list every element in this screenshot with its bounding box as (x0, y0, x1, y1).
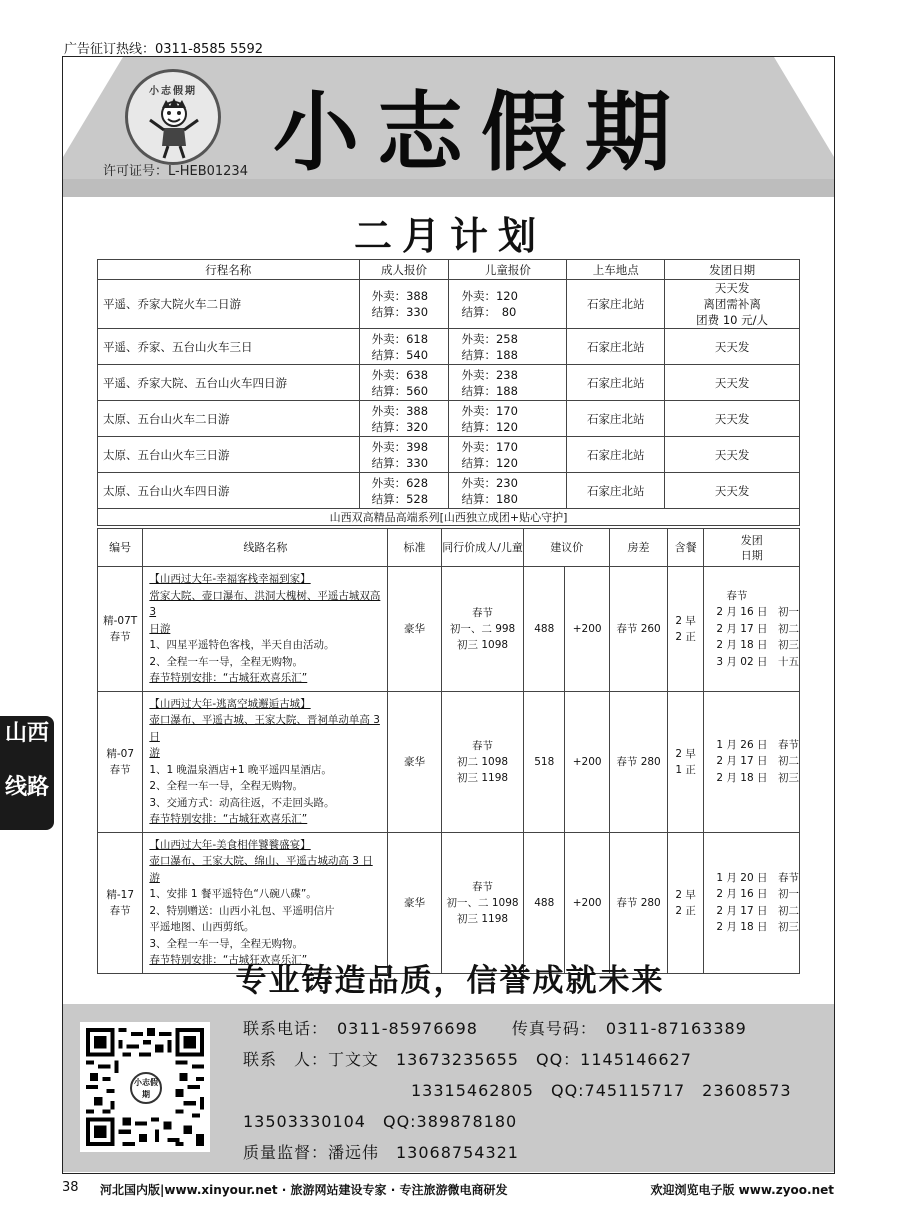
route-line: 3、全程一车一导，全程无购物。 (149, 937, 304, 950)
date-line: 2 月 16 日 初一 (716, 606, 799, 618)
child-price (449, 329, 567, 365)
price-line: 初三 1098 (457, 638, 509, 651)
table-row (98, 437, 800, 473)
contact-phone-2: 13315462805 QQ:745115717 23608573 (411, 1081, 792, 1100)
qr-logo: 小志假期 (130, 1072, 162, 1104)
meal-line: 2 早 (675, 747, 696, 760)
price-line: 初三 1198 (457, 912, 509, 925)
route-line: 1、安排 1 餐平遥特色“八碗八碟”。 (149, 888, 317, 900)
header-standard: 标准 (388, 529, 441, 567)
date-line: 2 月 18 日 初三 (716, 771, 799, 784)
header-departure: 发团日期 (665, 260, 800, 280)
date-line: 2 月 17 日 初二 (716, 904, 799, 917)
adult-settle: 结算：528 (371, 491, 429, 506)
child-settle: 结算：120 (461, 455, 518, 470)
adult-settle: 结算：540 (371, 347, 429, 362)
route-special: 春节特别安排：“古城狂欢喜乐汇” (149, 954, 308, 966)
code-line: 春节 (109, 904, 131, 917)
route-title: 【山西过大年-逃离空城邂逅古城】 (149, 697, 311, 710)
route-special: 春节特别安排：“古城狂欢喜乐汇” (149, 813, 308, 825)
header-trade-price: 同行价成人/儿童 (441, 529, 524, 567)
adult-price (359, 401, 449, 437)
date-line: 2 月 17 日 初二 (716, 622, 799, 635)
child-price (449, 280, 567, 329)
route-line: 2、全程一车一导，全程无购物。 (149, 655, 304, 668)
trade-price (441, 567, 524, 692)
header-room: 房差 (610, 529, 668, 567)
header-departure (704, 529, 800, 567)
code-line: 精-07 (106, 747, 134, 760)
adult-retail: 外卖：638 (371, 367, 429, 382)
child-settle: 结算：180 (461, 491, 518, 506)
boarding-place: 石家庄北站 (567, 365, 665, 401)
route-title: 【山西过大年-幸福客栈幸福到家】 (149, 573, 311, 585)
child-price (449, 473, 567, 509)
child-retail: 外卖：238 (461, 367, 518, 382)
date-line: 2 月 18 日 初三 (716, 921, 799, 933)
date-line: 3 月 02 日 十五 (716, 655, 799, 668)
child-settle: 结算： 80 (461, 305, 517, 319)
departure-date: 天天发 (665, 473, 800, 509)
meal-line: 2 早 (675, 614, 696, 627)
route-detail (143, 567, 388, 692)
header-banner (63, 57, 834, 197)
table-header-row (98, 529, 800, 567)
route-detail (143, 832, 388, 973)
date-line: 1 月 20 日 春节 (716, 871, 799, 884)
room-diff: 春节 280 (610, 832, 668, 973)
adult-price (359, 473, 449, 509)
meals (667, 567, 703, 692)
date-line: 春节 (726, 589, 748, 602)
boarding-place: 石家庄北站 (567, 329, 665, 365)
header-route-name: 行程名称 (98, 260, 360, 280)
premium-tour-table (97, 528, 800, 974)
tour-standard: 豪华 (388, 567, 441, 692)
route-line: 日游 (149, 622, 171, 635)
child-price (449, 401, 567, 437)
code-line: 精-07T (103, 614, 138, 627)
tour-standard: 豪华 (388, 832, 441, 973)
child-retail: 外卖：170 (461, 439, 518, 454)
child-retail: 外卖：230 (461, 475, 518, 490)
route-line: 2、特别赠送：山西小礼包、平遥明信片 (149, 904, 335, 917)
adult-retail: 外卖：618 (371, 331, 429, 346)
ad-hotline: 广告征订热线：0311-8585 5592 (64, 42, 264, 57)
adult-settle: 结算：330 (371, 455, 429, 470)
header-adult-price: 成人报价 (359, 260, 449, 280)
tour-code (98, 567, 143, 692)
route-line: 2、全程一车一导，全程无购物。 (149, 780, 304, 792)
table-row (98, 280, 800, 329)
departure-date: 天天发 (665, 437, 800, 473)
route-line: 壶口瀑布、王家大院、绵山、平遥古城动高 3 日游 (149, 855, 373, 884)
date-line: 1 月 26 日 春节 (716, 738, 799, 751)
suggested-price: 518 (524, 691, 565, 832)
table-row (98, 832, 800, 973)
meal-line: 2 早 (675, 888, 696, 901)
route-line: 3、交通方式：动高往返，不走回头路。 (149, 796, 335, 809)
suggested-price: 488 (524, 832, 565, 973)
route-special: 春节特别安排：“古城狂欢喜乐汇” (149, 672, 308, 684)
departure-date: 天天发 (665, 365, 800, 401)
header-suggested: 建议价 (524, 529, 610, 567)
table-row (98, 401, 800, 437)
tour-code (98, 691, 143, 832)
price-line: 春节 (472, 606, 494, 619)
route-line: 常家大院、壶口瀑布、洪洞大槐树、平遥古城双高 3 (149, 589, 381, 618)
side-tab-line: 线路 (4, 775, 49, 800)
price-line: 春节 (472, 880, 494, 893)
price-line: 初一、二 1098 (446, 896, 519, 909)
child-settle: 结算：188 (461, 347, 518, 362)
contact-panel (63, 1004, 834, 1172)
contact-person: 联系 人：丁文文 13673235655 QQ：1145146627 (243, 1050, 692, 1069)
side-tab-line: 山西 (4, 721, 49, 746)
departure-dates (704, 832, 800, 973)
route-name: 平遥、乔家大院火车二日游 (98, 280, 360, 329)
table-row (98, 567, 800, 692)
series-title: 山西双高精品高端系列[山西独立成团+贴心守护] (98, 509, 800, 526)
header-child-price: 儿童报价 (449, 260, 567, 280)
departure-date: 天天发 (665, 401, 800, 437)
route-name: 平遥、乔家、五台山火车三日 (98, 329, 360, 365)
footer-right: 欢迎浏览电子版 www.zyoo.net (650, 1183, 834, 1197)
brand-logo (125, 69, 221, 165)
route-line: 1、1 晚温泉酒店+1 晚平遥四星酒店。 (149, 763, 332, 776)
date-line: 2 月 17 日 初二 (716, 755, 799, 768)
price-line: 初二 1098 (457, 755, 509, 768)
table-row (98, 473, 800, 509)
slogan: 专业铸造品质，信誉成就未来 (235, 963, 665, 999)
table-row (98, 691, 800, 832)
tour-standard: 豪华 (388, 691, 441, 832)
code-line: 春节 (109, 630, 131, 643)
trade-price (441, 691, 524, 832)
header-code: 编号 (98, 529, 143, 567)
adult-price (359, 365, 449, 401)
child-price (449, 437, 567, 473)
route-detail (143, 691, 388, 832)
table-row (98, 365, 800, 401)
quality-supervision: 质量监督：潘远伟 13068754321 (243, 1143, 519, 1162)
departure-date (665, 280, 800, 329)
boarding-place: 石家庄北站 (567, 437, 665, 473)
header-departure-line: 发团 (740, 533, 763, 547)
date-line: 离团需补离 (703, 297, 761, 311)
code-line: 精-17 (106, 888, 134, 901)
adult-price (359, 329, 449, 365)
price-line: 初三 1198 (457, 771, 509, 784)
contact-phone-fax: 联系电话： 0311-85976698 传真号码： 0311-87163389 (243, 1019, 747, 1038)
route-name: 太原、五台山火车三日游 (98, 437, 360, 473)
suggested-extra: +200 (565, 567, 610, 692)
adult-retail: 外卖：388 (371, 403, 429, 418)
date-line: 2 月 18 日 初三 (716, 639, 799, 651)
series-title-row (98, 509, 800, 526)
table-row (98, 329, 800, 365)
boarding-place: 石家庄北站 (567, 473, 665, 509)
child-settle: 结算：188 (461, 383, 518, 398)
code-line: 春节 (109, 763, 131, 776)
child-price (449, 365, 567, 401)
page-number: 38 (62, 1180, 79, 1195)
route-name: 太原、五台山火车四日游 (98, 473, 360, 509)
price-line: 春节 (472, 739, 494, 752)
mascot-icon (146, 96, 202, 160)
adult-retail: 外卖：628 (371, 475, 429, 490)
route-title: 【山西过大年-美食相伴饕餮盛宴】 (149, 838, 311, 851)
child-retail: 外卖：258 (461, 331, 518, 346)
footer-left: 河北国内版|www.xinyour.net · 旅游网站建设专家 · 专注旅游微电商研发 (100, 1183, 508, 1197)
brand-title: 小志假期 (273, 83, 689, 183)
side-tab-shanxi-routes (0, 716, 54, 830)
train-tour-table (97, 259, 800, 526)
boarding-place: 石家庄北站 (567, 280, 665, 329)
date-line: 天天发 (714, 281, 750, 295)
plan-title: 二月计划 (353, 214, 546, 258)
room-diff: 春节 280 (610, 691, 668, 832)
child-retail: 外卖：170 (461, 403, 518, 418)
room-diff: 春节 260 (610, 567, 668, 692)
route-name: 平遥、乔家大院、五台山火车四日游 (98, 365, 360, 401)
route-line: 游 (149, 747, 160, 759)
header-boarding: 上车地点 (567, 260, 665, 280)
departure-date: 天天发 (665, 329, 800, 365)
meals (667, 691, 703, 832)
adult-settle: 结算：330 (371, 305, 429, 319)
trade-price (441, 832, 524, 973)
route-line: 1、四星平遥特色客栈，半天自由活动。 (149, 639, 335, 651)
departure-dates (704, 691, 800, 832)
meal-line: 1 正 (675, 763, 696, 776)
meals (667, 832, 703, 973)
contact-phone-3: 13503330104 QQ:389878180 (243, 1112, 518, 1131)
route-name: 太原、五台山火车二日游 (98, 401, 360, 437)
header-route: 线路名称 (143, 529, 388, 567)
suggested-extra: +200 (565, 691, 610, 832)
suggested-price: 488 (524, 567, 565, 692)
meal-line: 2 正 (675, 630, 696, 643)
header-meal: 含餐 (667, 529, 703, 567)
route-line: 壶口瀑布、平遥古城、王家大院、晋祠单动单高 3 日 (149, 714, 380, 743)
price-line: 初一、二 998 (449, 622, 516, 635)
child-settle: 结算：120 (461, 419, 518, 434)
meal-line: 2 正 (675, 904, 696, 917)
date-line: 2 月 16 日 初一 (716, 888, 799, 900)
adult-price (359, 280, 449, 329)
suggested-extra: +200 (565, 832, 610, 973)
adult-retail: 外卖：398 (371, 439, 429, 454)
child-retail: 外卖：120 (461, 289, 518, 303)
adult-retail: 外卖：388 (371, 289, 429, 303)
tour-code (98, 832, 143, 973)
date-line: 团费 10 元/人 (696, 313, 768, 327)
departure-dates (704, 567, 800, 692)
route-line: 平遥地图、山西剪纸。 (149, 921, 255, 933)
adult-settle: 结算：320 (371, 419, 429, 434)
header-departure-line: 日期 (740, 548, 763, 562)
adult-price (359, 437, 449, 473)
adult-settle: 结算：560 (371, 383, 429, 398)
logo-ring-text: 小志假期 (149, 86, 197, 97)
table-header-row (98, 260, 800, 280)
qr-code[interactable] (80, 1022, 210, 1152)
license-number: 许可证号：L-HEB01234 (103, 164, 248, 179)
boarding-place: 石家庄北站 (567, 401, 665, 437)
